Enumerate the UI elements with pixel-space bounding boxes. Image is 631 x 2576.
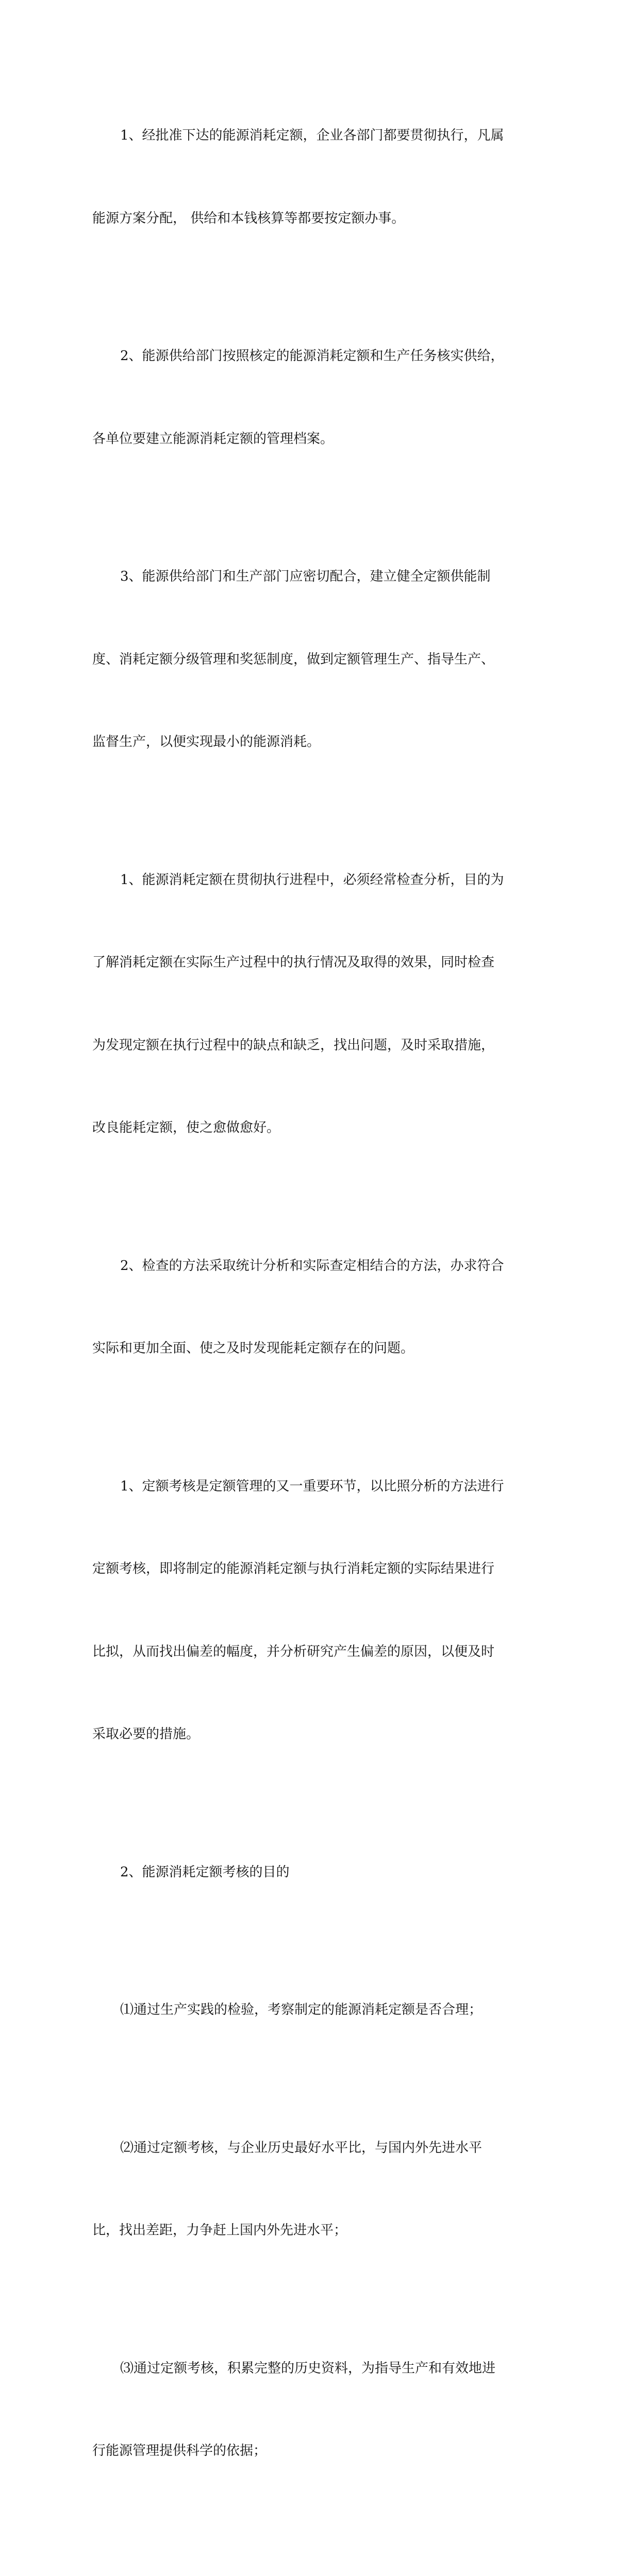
paragraph: [92, 1941, 530, 2079]
paragraph-line: 2、能源消耗定额考核的目的: [92, 1859, 530, 1887]
document-page: [0, 0, 631, 816]
paragraph-line: 1、经批准下达的能源消耗定额，企业各部门都要贯彻执行，凡属: [92, 122, 530, 150]
paragraph: [92, 1418, 530, 1804]
paragraph-line: 2、能源供给部门按照核定的能源消耗定额和生产任务核实供给，: [92, 343, 530, 370]
paragraph-line: 各单位要建立能源消耗定额的管理档案。: [92, 426, 530, 453]
paragraph-line: 监督生产，以便实现最小的能源消耗。: [92, 728, 530, 756]
paragraph-line: 了解消耗定额在实际生产过程中的执行情况及取得的效果，同时检查: [92, 949, 530, 977]
paragraph: [92, 2079, 530, 2300]
paragraph-line: 为发现定额在执行过程中的缺点和缺乏，找出问题，及时采取措施，: [92, 1032, 530, 1060]
paragraph: [92, 67, 530, 287]
paragraph-line: 1、能源消耗定额在贯彻执行进程中，必须经常检查分析，目的为: [92, 867, 530, 894]
paragraph-line: 采取必要的措施。: [92, 1721, 530, 1749]
paragraph: [92, 508, 530, 811]
paragraph-line: 3、能源供给部门和生产部门应密切配合，建立健全定额供能制: [92, 563, 530, 591]
paragraph-line: 比，找出差距，力争赶上国内外先进水平；: [92, 2217, 530, 2245]
paragraph-line: 2、检查的方法采取统计分析和实际查定相结合的方法，办求符合: [92, 1252, 530, 1280]
paragraph: [92, 811, 530, 1197]
paragraph-line: 1、定额考核是定额管理的又一重要环节，以比照分析的方法进行: [92, 1473, 530, 1501]
document-body: [92, 67, 530, 2576]
paragraph-line: 定额考核，即将制定的能源消耗定额与执行消耗定额的实际结果进行: [92, 1555, 530, 1583]
paragraph-line: 实际和更加全面、使之及时发现能耗定额存在的问题。: [92, 1335, 530, 1363]
paragraph-line: 行能源管理提供科学的依据；: [92, 2437, 530, 2465]
paragraph-line: ⑵通过定额考核，与企业历史最好水平比，与国内外先进水平: [92, 2134, 530, 2162]
paragraph-line: 度、消耗定额分级管理和奖惩制度，做到定额管理生产、指导生产、: [92, 646, 530, 674]
paragraph: [92, 1804, 530, 1942]
paragraph: [92, 287, 530, 508]
paragraph-line: 改良能耗定额，使之愈做愈好。: [92, 1114, 530, 1142]
paragraph: [92, 2300, 530, 2520]
paragraph: [92, 2520, 530, 2576]
paragraph: [92, 1197, 530, 1418]
paragraph-line: 比拟，从而找出偏差的幅度，并分析研究产生偏差的原因，以便及时: [92, 1638, 530, 1666]
paragraph-line: 能源方案分配， 供给和本钱核算等都要按定额办事。: [92, 205, 530, 233]
paragraph-line: ⑶通过定额考核，积累完整的历史资料，为指导生产和有效地进: [92, 2355, 530, 2383]
paragraph-line: ⑴通过生产实践的检验，考察制定的能源消耗定额是否合理；: [92, 1996, 530, 2024]
